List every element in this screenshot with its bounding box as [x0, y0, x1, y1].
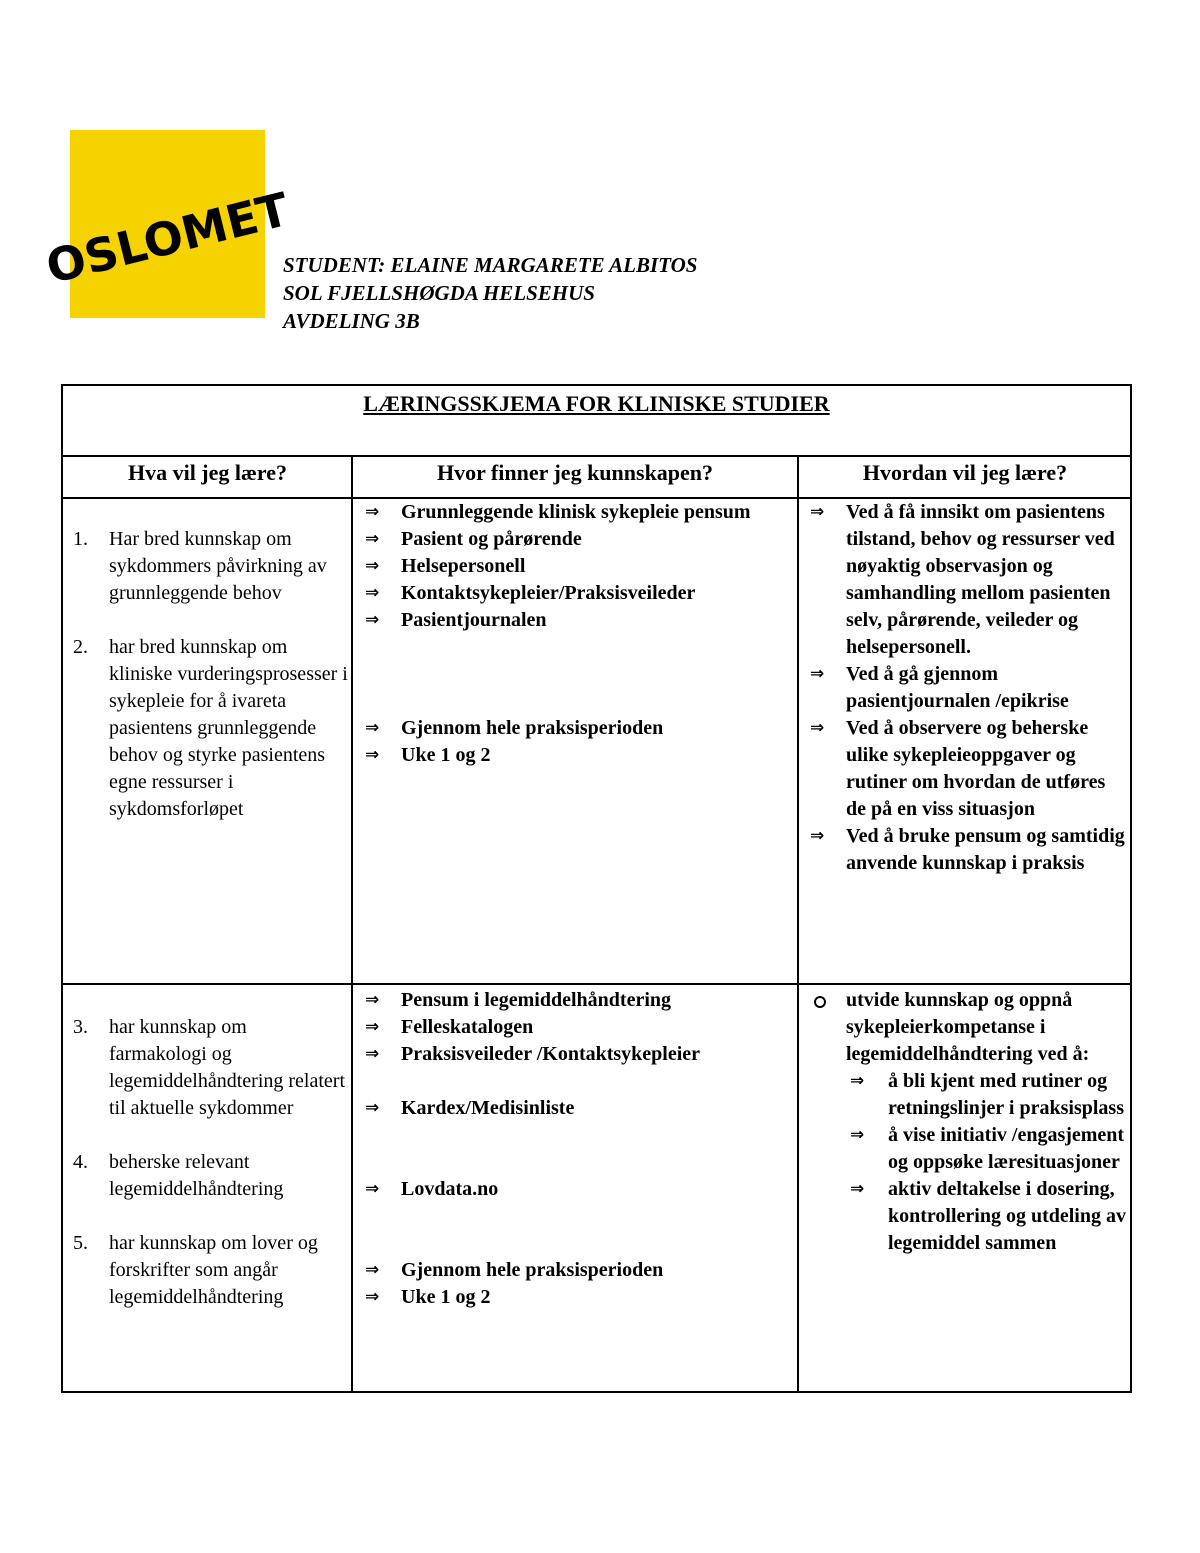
row1-methods [800, 499, 1130, 877]
source-item: ⇒ Grunnleggende klinisk sykepleie pensum [365, 501, 751, 523]
column-divider [797, 455, 799, 1391]
goal-item: 2. har bred kunnskap om kliniske vurderingsprosesser i sykepleie for å ivareta pasientens grunnleggende behov og styrke pasientens egne ressurser i sykdomsforløpet [73, 636, 348, 820]
goal-item: 1. Har bred kunnskap om sykdommers påvirkning av grunnleggende behov [73, 528, 327, 604]
timing-item: ⇒ Uke 1 og 2 [365, 1286, 491, 1308]
table-header-row [63, 455, 1130, 499]
row2-sources [355, 987, 795, 1311]
source-item: ⇒ Kardex/Medisinliste [365, 1097, 575, 1119]
timing-item: ⇒ Gjennom hele praksisperioden [365, 717, 664, 739]
column-header-where: Hvor finner jeg kunnskapen? [436, 460, 714, 485]
oslomet-logo [40, 130, 295, 318]
ward-name: AVDELING 3B [283, 309, 420, 333]
row-divider [63, 983, 1130, 985]
source-item: ⇒ Helsepersonell [365, 555, 526, 577]
method-item: ⇒ Ved å bruke pensum og samtidig anvende kunnskap i praksis [810, 825, 1125, 874]
bullet-circle-icon [814, 996, 826, 1008]
method-subitem: ⇒ aktiv deltakelse i dosering, kontrollering og utdeling av legemiddel sammen [850, 1178, 1126, 1254]
source-item: ⇒ Lovdata.no [365, 1178, 499, 1200]
site-name: SOL FJELLSHØGDA HELSEHUS [283, 281, 595, 305]
column-header-how: Hvordan vil jeg lære? [862, 460, 1068, 485]
source-item: ⇒ Felleskatalogen [365, 1016, 534, 1038]
method-subitem: ⇒ å vise initiativ /engasjement og oppsøke læresituasjoner [850, 1124, 1125, 1173]
method-item: ⇒ Ved å observere og beherske ulike sykepleieoppgaver og rutiner om hvordan de utføres de på en viss situasjon [810, 717, 1106, 820]
method-item: utvide kunnskap og oppnå sykepleierkompetanse i legemiddelhåndtering ved å: [800, 987, 1130, 1068]
source-item: ⇒ Praksisveileder /Kontaktsykepleier [365, 1043, 701, 1065]
goal-item: 4. beherske relevant legemiddelhåndtering [73, 1151, 284, 1200]
source-item: ⇒ Pasientjournalen [365, 609, 547, 631]
method-subitem: ⇒ å bli kjent med rutiner og retningslinjer i praksisplass [850, 1070, 1124, 1119]
row1-goals [63, 526, 349, 823]
timing-item: ⇒ Gjennom hele praksisperioden [365, 1259, 664, 1281]
row2-goals [63, 1014, 349, 1311]
source-item: ⇒ Pasient og pårørende [365, 528, 582, 550]
timing-item: ⇒ Uke 1 og 2 [365, 744, 491, 766]
source-item: ⇒ Pensum i legemiddelhåndtering [365, 989, 672, 1011]
learning-form-table [61, 384, 1132, 1393]
table-title: LÆRINGSSKJEMA FOR KLINISKE STUDIER [363, 391, 830, 416]
goal-item: 5. har kunnskap om lover og forskrifter som angår legemiddelhåndtering [73, 1232, 318, 1308]
method-item: ⇒ Ved å få innsikt om pasientens tilstand, behov og ressurser ved nøyaktig observasjon og samhandling mellom pasienten selv, pårørende, veileder og helsepersonell. [810, 501, 1115, 658]
source-item: ⇒ Kontaktsykepleier/Praksisveileder [365, 582, 696, 604]
method-item: ⇒ Ved å gå gjennom pasientjournalen /epikrise [810, 663, 1069, 712]
logo-text: OSLOMET [40, 181, 295, 295]
student-name: STUDENT: ELAINE MARGARETE ALBITOS [283, 253, 698, 277]
column-divider [351, 455, 353, 1391]
row1-sources [355, 499, 795, 769]
table-title-row [63, 386, 1130, 457]
goal-item: 3. har kunnskap om farmakologi og legemiddelhåndtering relatert til aktuelle sykdommer [73, 1016, 346, 1119]
row2-methods [800, 987, 1130, 1257]
document-header [283, 251, 697, 335]
column-header-what: Hva vil jeg lære? [127, 460, 288, 485]
